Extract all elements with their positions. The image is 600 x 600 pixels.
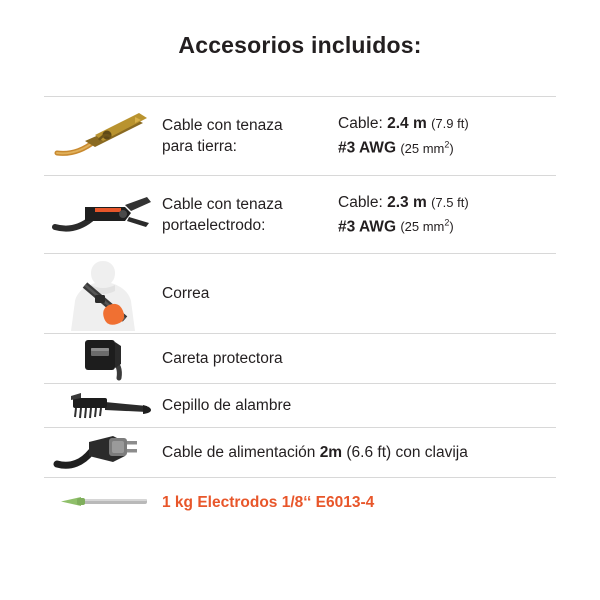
power-cord-plug-icon bbox=[44, 428, 162, 477]
accessory-label-part1: Cable de alimentación bbox=[162, 444, 320, 461]
accessory-label-line2: portaelectrodo: bbox=[162, 216, 266, 234]
spec-value: 2.3 m bbox=[387, 193, 427, 211]
welding-mask-svg bbox=[51, 336, 155, 382]
spec-line-2 bbox=[338, 213, 556, 237]
table-row bbox=[44, 384, 556, 428]
wire-brush-svg bbox=[51, 386, 155, 426]
spec-suffix: (7.9 ft) bbox=[431, 116, 469, 132]
wire-brush-icon bbox=[44, 384, 162, 427]
spec-prefix: Cable: bbox=[338, 193, 388, 211]
spec-value: 2.4 m bbox=[387, 115, 427, 133]
accessory-label: Correa bbox=[162, 285, 210, 302]
electrode-holder-cable-icon bbox=[44, 176, 162, 253]
table-row bbox=[44, 334, 556, 384]
welding-mask-icon bbox=[44, 334, 162, 383]
power-cord-plug-svg bbox=[51, 430, 155, 476]
electrode-holder-cable-svg bbox=[51, 187, 155, 243]
spec-gauge-metric: (25 $mm^2$) bbox=[400, 217, 454, 235]
accessory-label-line2: para tierra: bbox=[162, 138, 237, 155]
spec-prefix: Cable: bbox=[338, 115, 388, 133]
spec-suffix: (7.5 ft) bbox=[431, 194, 469, 210]
page-title: Accesorios incluidos: bbox=[178, 32, 422, 58]
accessory-label bbox=[162, 194, 338, 236]
accessory-label-line1: Cable con tenaza bbox=[162, 117, 283, 134]
accessories-table bbox=[44, 96, 556, 526]
table-row bbox=[44, 428, 556, 478]
table-row bbox=[44, 478, 556, 526]
ground-clamp-cable-svg bbox=[51, 107, 155, 165]
accessory-label-part2: (6.6 ft) con clavija bbox=[342, 444, 468, 461]
welding-electrodes-svg bbox=[51, 487, 155, 517]
ground-clamp-cable-icon bbox=[44, 97, 162, 175]
spec-gauge: #3 AWG bbox=[338, 139, 396, 157]
accessory-spec bbox=[338, 113, 556, 158]
table-row bbox=[44, 254, 556, 334]
accessory-label: Cepillo de alambre bbox=[162, 397, 292, 414]
accessory-label: 1 kg Electrodos 1/8‘‘ E6013-4 bbox=[162, 493, 375, 511]
spec-gauge-metric: (25 $mm^2$) bbox=[400, 139, 454, 156]
spec-line-2 bbox=[338, 134, 556, 158]
spec-line-1 bbox=[338, 113, 556, 134]
accessory-label bbox=[162, 442, 556, 463]
spec-line-1 bbox=[338, 192, 556, 213]
accessory-spec bbox=[338, 192, 556, 237]
accessory-label-bold: 2m bbox=[319, 444, 343, 461]
welding-electrodes-icon bbox=[44, 478, 162, 526]
accessory-label bbox=[162, 115, 338, 157]
accessory-label: Careta protectora bbox=[162, 350, 283, 367]
shoulder-strap-icon bbox=[44, 254, 162, 333]
table-row bbox=[44, 176, 556, 254]
shoulder-strap-svg bbox=[51, 257, 155, 331]
accessory-label-line1: Cable con tenaza bbox=[162, 195, 283, 213]
spec-gauge: #3 AWG bbox=[338, 218, 396, 236]
table-row bbox=[44, 96, 556, 176]
